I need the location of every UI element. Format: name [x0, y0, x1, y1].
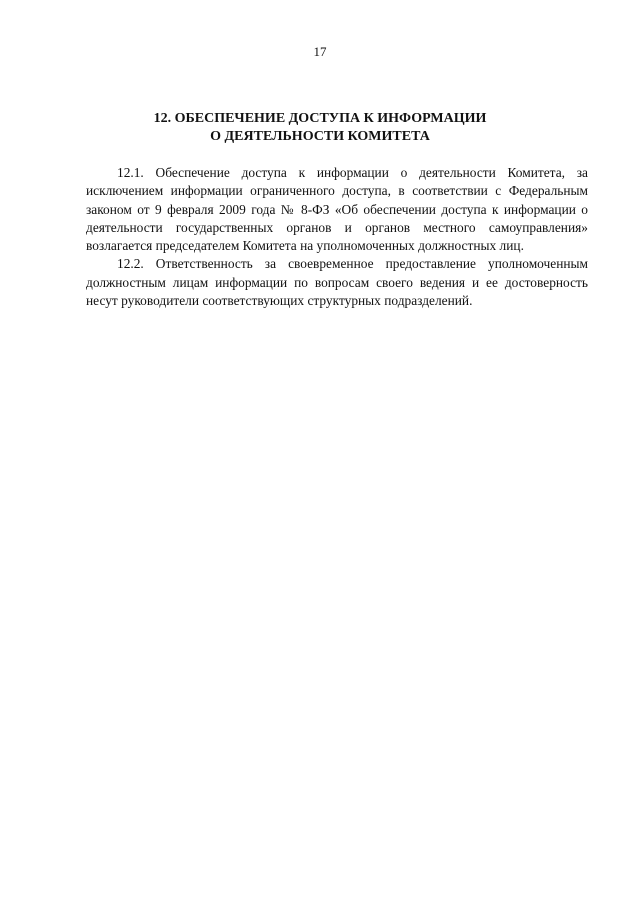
- paragraph-12-1: 12.1. Обеспечение доступа к информации о деятельности Комитета, за исключением информации ограниченного доступа, в соответствии с Федеральным законом от 9 февраля 2009 года № 8-ФЗ «Об обеспечении доступа к информации о деятельности государственных органов и органов местного самоуправления» возлагается председателем Комитета на уполномоченных должностных лиц.: [86, 165, 588, 254]
- section-heading: [80, 110, 560, 146]
- section-heading-line-2: О ДЕЯТЕЛЬНОСТИ КОМИТЕТА: [210, 129, 430, 144]
- page-number: 17: [313, 44, 327, 59]
- section-heading-line-1: 12. ОБЕСПЕЧЕНИЕ ДОСТУПА К ИНФОРМАЦИИ: [153, 111, 487, 126]
- paragraph-12-2: 12.2. Ответственность за своевременное предоставление уполномоченным должностным лицам информации по вопросам своего ведения и ее достоверность несут руководители соответствующих структурных подразделений.: [86, 256, 588, 309]
- section-body: [86, 164, 588, 310]
